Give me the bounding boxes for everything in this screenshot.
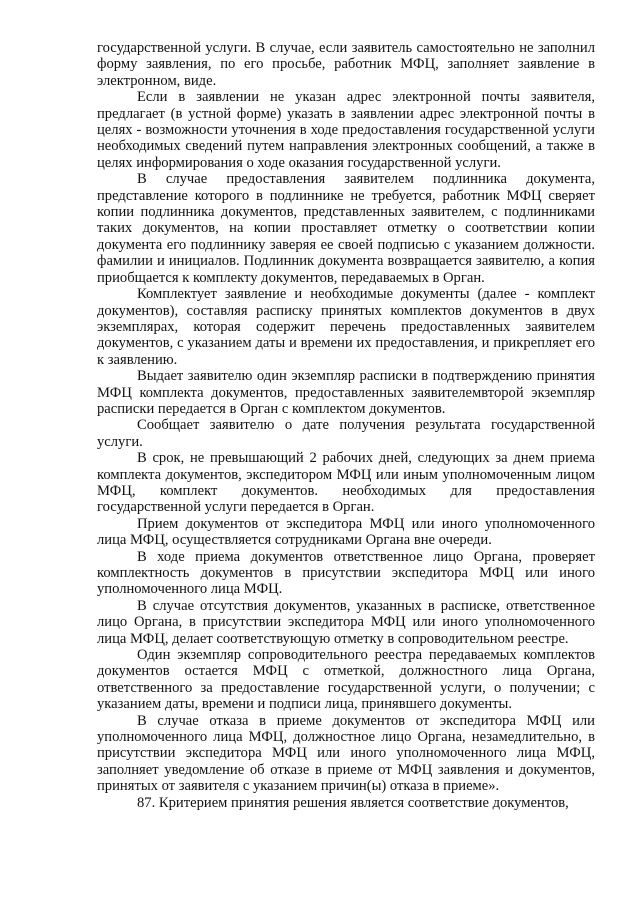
paragraph-3: В случае предоставления заявителем подлинника документа, представление которого в подлиннике не требуется, работник МФЦ сверяет копии подлинника документов, представленных заявителем, с подлинниками таких документов, на копии проставляет отметку о соответствии копии документа его подлиннику заверяя ее своей подписью с указанием должности. фамилии и инициалов. Подлинник документа возвращается заявителю, а копия приобщается к комплекту документов, передаваемых в Орган. <box>97 171 595 286</box>
paragraph-9: В ходе приема документов ответственное лицо Органа, проверяет комплектность документов в присутствии экспедитора МФЦ или иного уполномоченного лица МФЦ. <box>97 548 595 598</box>
paragraph-7: В срок, не превышающий 2 рабочих дней, следующих за днем приема комплекта документов, экспедитором МФЦ или иным уполномоченным лицом МФЦ, комплект документов. необходимых для предоставления государственной услуги передается в Орган. <box>97 450 595 516</box>
paragraph-8: Прием документов от экспедитора МФЦ или иного уполномоченного лица МФЦ, осуществляется сотрудниками Органа вне очереди. <box>97 515 595 549</box>
paragraph-10: В случае отсутствия документов, указанных в расписке, ответственное лицо Органа, в присутствии экспедитора МФЦ или иного уполномоченного лица МФЦ, делает соответствующую отметку в сопроводительном реестре. <box>97 597 595 647</box>
paragraph-1: государственной услуги. В случае, если заявитель самостоятельно не заполнил форму заявления, по его просьбе, работник МФЦ, заполняет заявление в электронном, виде. <box>97 40 595 89</box>
paragraph-5: Выдает заявителю один экземпляр расписки в подтверждению принятия МФЦ комплекта документов, предоставленных заявителемвторой экземпляр расписки передается в Орган с комплектом документов. <box>97 368 595 417</box>
paragraph-13: 87. Критерием принятия решения является соответствие документов, <box>137 794 569 811</box>
paragraph-11: Один экземпляр сопроводительного реестра передаваемых комплектов документов остается МФЦ с отметкой, должностного лица Органа, ответственного за предоставление государственной услуги, о получении; с указанием даты, времени и подписи лица, принявшего документы. <box>97 647 595 713</box>
paragraph-12: В случае отказа в приеме документов от экспедитора МФЦ или уполномоченного лица МФЦ, должностное лицо Органа, незамедлительно, в присутствии экспедитора МФЦ или иного уполномоченного лица МФЦ, заполняет уведомление об отказе в приеме от МФЦ заявления и документов, принятых от заявителя с указанием причин(ы) отказа в приеме». <box>97 712 595 795</box>
paragraph-4: Комплектует заявление и необходимые документы (далее - комплект документов), составляя расписку принятых комплектов документов в двух экземплярах, которая содержит перечень предоставленных заявителем документов, с указанием даты и времени их предоставления, и прикрепляет его к заявлению. <box>97 286 595 368</box>
paragraph-6: Сообщает заявителю о дате получения результата государственной услуги. <box>97 417 595 450</box>
paragraph-2: Если в заявлении не указан адрес электронной почты заявителя, предлагает (в устной форме) указать в заявлении адрес электронной почты в целях - возможности уточнения в ходе предоставления государственной услуги необходимых сведений путем направления электронных сообщений, а также в целях информирования о ходе оказания государственной услуги. <box>97 89 595 171</box>
document-page <box>97 40 595 811</box>
